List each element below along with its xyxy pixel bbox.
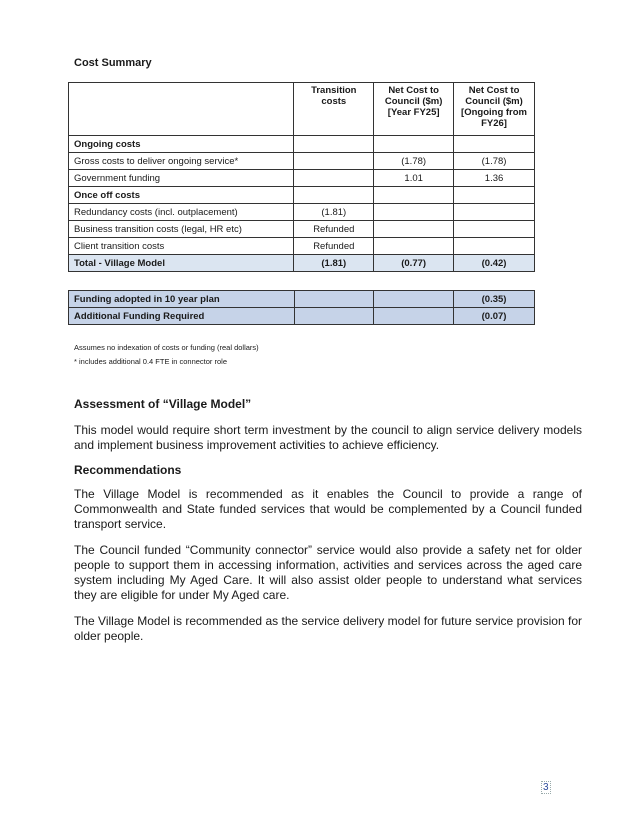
cell-fy25: 1.01 (374, 170, 454, 187)
recommendation-paragraph: The Council funded “Community connector” service would also provide a safety net for older people to support them in accessing information, activities and services across the aged care system including My Aged Care. It will also assist older people to understand what services they are eligible for under My Aged care. (74, 543, 582, 602)
table-row (69, 187, 535, 204)
table-total-row (69, 255, 535, 272)
funding-empty-cell (374, 291, 454, 308)
cell-transition: (1.81) (294, 204, 374, 221)
funding-value: (0.07) (454, 308, 535, 325)
table-row (69, 238, 535, 255)
row-label: Redundancy costs (incl. outplacement) (69, 204, 294, 221)
cell-fy26: (0.42) (454, 255, 535, 272)
cell-transition (294, 136, 374, 153)
table-row (69, 153, 535, 170)
note-line: Assumes no indexation of costs or funding (real dollars) (74, 343, 259, 352)
funding-empty-cell (374, 308, 454, 325)
funding-row (69, 291, 535, 308)
cell-fy26: 1.36 (454, 170, 535, 187)
funding-table (68, 290, 535, 325)
row-label: Total - Village Model (69, 255, 294, 272)
recommendation-paragraph: The Village Model is recommended as the service delivery model for future service provision for older people. (74, 614, 582, 643)
funding-empty-cell (294, 291, 374, 308)
cost-summary-table (68, 82, 535, 272)
cell-fy25 (374, 187, 454, 204)
funding-empty-cell (294, 308, 374, 325)
cell-fy25 (374, 238, 454, 255)
cell-transition (294, 153, 374, 170)
cell-fy25: (0.77) (374, 255, 454, 272)
assessment-heading: Assessment of “Village Model” (74, 397, 252, 411)
cost-summary-title: Cost Summary (74, 57, 152, 69)
cell-fy26 (454, 238, 535, 255)
cell-fy25 (374, 136, 454, 153)
recommendations-heading: Recommendations (74, 463, 182, 477)
table-row (69, 170, 535, 187)
table-row (69, 221, 535, 238)
cell-fy26 (454, 204, 535, 221)
header-fy26: Net Cost to Council ($m) [Ongoing from FY26] (454, 83, 535, 136)
funding-label: Additional Funding Required (69, 308, 295, 325)
cell-fy25 (374, 204, 454, 221)
cell-transition: Refunded (294, 221, 374, 238)
row-label: Gross costs to deliver ongoing service* (69, 153, 294, 170)
header-empty (69, 83, 294, 136)
cell-transition: Refunded (294, 238, 374, 255)
cell-fy26: (1.78) (454, 153, 535, 170)
funding-label: Funding adopted in 10 year plan (69, 291, 295, 308)
row-label: Once off costs (69, 187, 294, 204)
row-label: Government funding (69, 170, 294, 187)
cell-fy26 (454, 221, 535, 238)
cell-transition (294, 187, 374, 204)
cell-fy25 (374, 221, 454, 238)
cell-transition (294, 170, 374, 187)
row-label: Ongoing costs (69, 136, 294, 153)
page-number: 3 (543, 782, 549, 793)
table-header-row (69, 83, 535, 136)
header-fy25: Net Cost to Council ($m) [Year FY25] (374, 83, 454, 136)
cell-fy26 (454, 136, 535, 153)
funding-value: (0.35) (454, 291, 535, 308)
assessment-paragraph: This model would require short term investment by the council to align service delivery models and implement business improvement activities to achieve efficiency. (74, 423, 582, 452)
row-label: Business transition costs (legal, HR etc) (69, 221, 294, 238)
row-label: Client transition costs (69, 238, 294, 255)
table-notes (74, 341, 259, 369)
table-row (69, 204, 535, 221)
funding-row (69, 308, 535, 325)
table-row (69, 136, 535, 153)
cell-fy25: (1.78) (374, 153, 454, 170)
recommendation-paragraph: The Village Model is recommended as it enables the Council to provide a range of Commonwealth and State funded services that would be complemented by a Council funded transport service. (74, 487, 582, 531)
cell-transition: (1.81) (294, 255, 374, 272)
header-transition: Transition costs (294, 83, 374, 136)
note-line: * includes additional 0.4 FTE in connector role (74, 357, 228, 366)
cell-fy26 (454, 187, 535, 204)
